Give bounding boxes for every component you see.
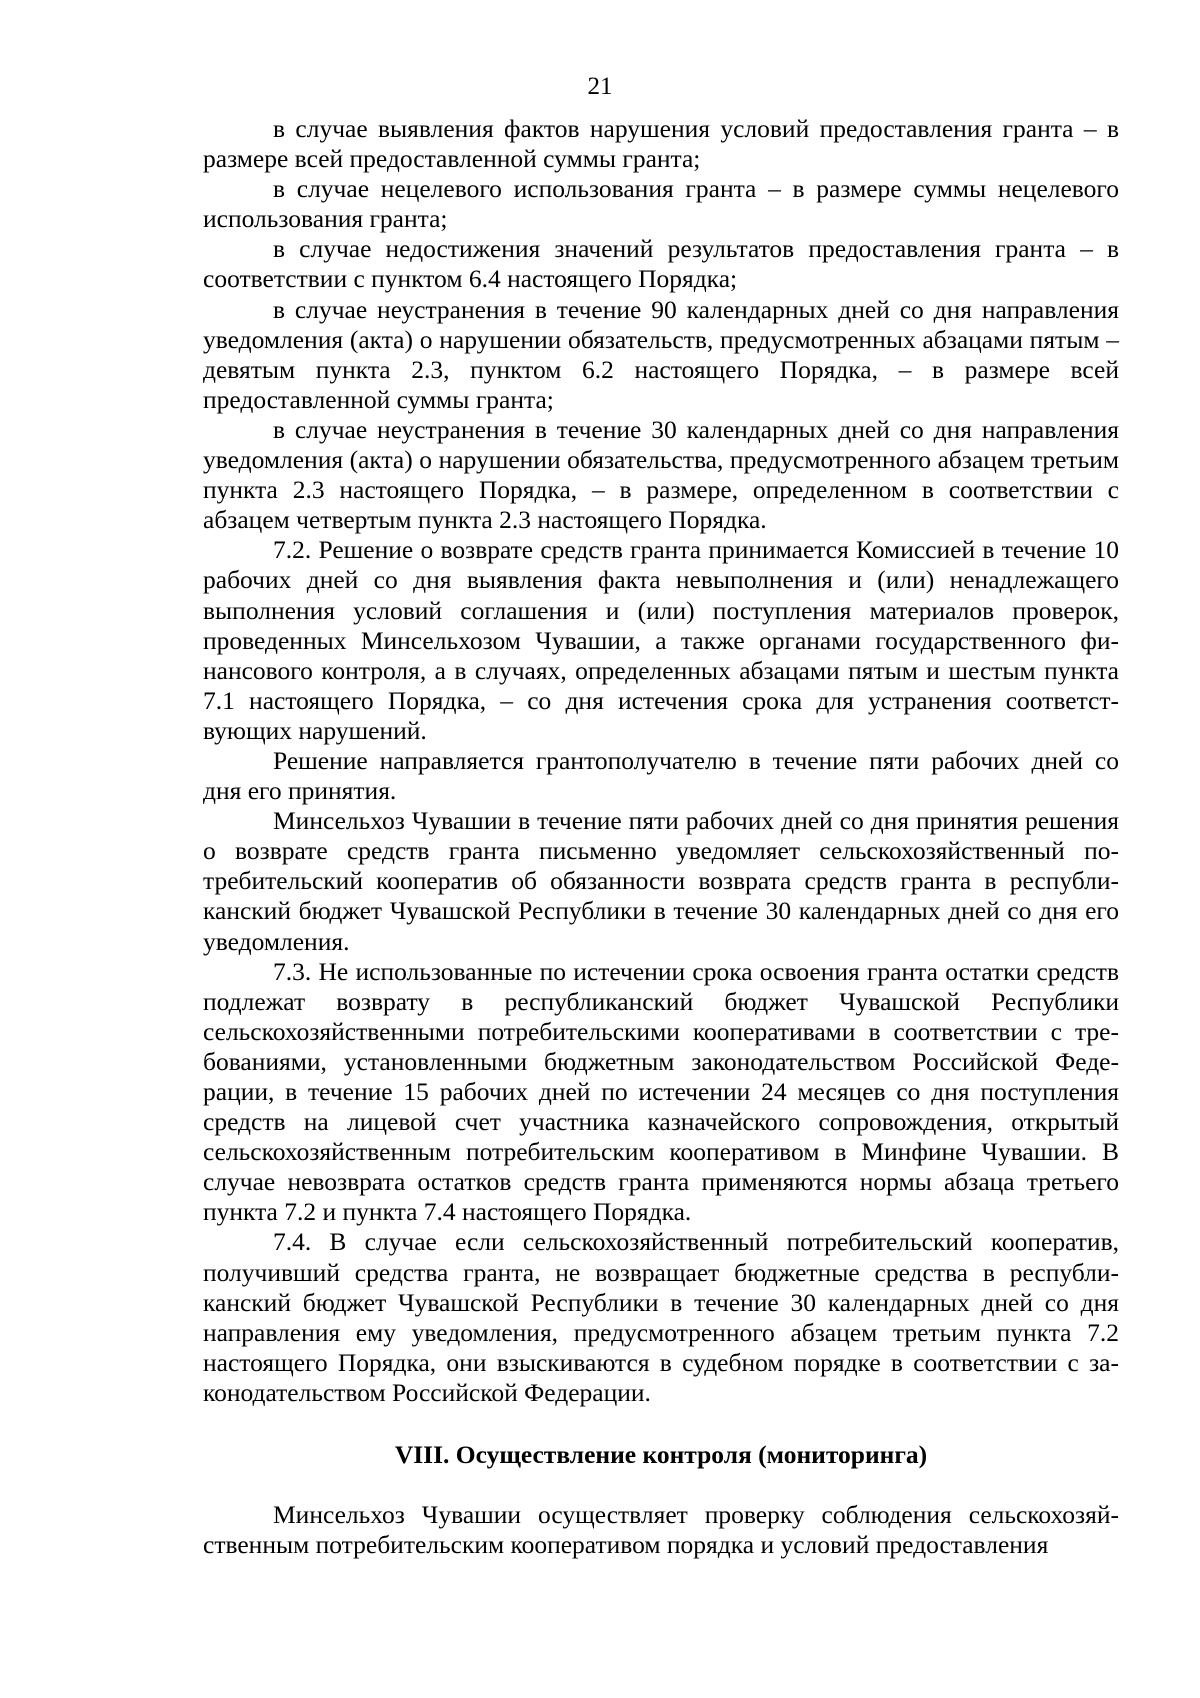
paragraph: в случае выявления фактов нарушения условий предоставления гранта – в размере всей предоставленной суммы гранта; — [203, 114, 1119, 174]
paragraph: 7.2. Решение о возврате средств гранта принимается Комиссией в течение 10 рабочих дней со дня выявления факта невыполнения и (или) ненадлежащего выполнения условий соглашения и (или) поступления материалов проверок, проведенных Минсельхозом Чувашии, а также органами государственного финансового контроля, а в случаях, определенных абзацами пятым и шестым пункта 7.1 настоящего Порядка, – со дня истечения срока для устранения соответствующих нарушений. — [203, 535, 1119, 745]
paragraph: в случае нецелевого использования гранта – в размере суммы нецелевого использования гранта; — [203, 174, 1119, 234]
section-heading: VIII. Осуществление контроля (мониторинга) — [394, 1440, 928, 1470]
document-body — [203, 114, 1119, 1560]
paragraph: в случае неустранения в течение 30 календарных дней со дня направления уведомления (акта) о нарушении обязательства, предусмотренного абзацем третьим пункта 2.3 настоящего Порядка, – в размере, определенном в соответствии с абзацем четвертым пункта 2.3 настоящего Порядка. — [203, 414, 1119, 535]
paragraph: 7.3. Не использованные по истечении срока освоения гранта остатки средств подлежат возврату в республиканский бюджет Чувашской Республики сельскохозяйственными потребительскими кооперативами в соответствии с требованиями, установленными бюджетным законодательством Российской Федерации, в течение 15 рабочих дней по истечении 24 месяцев со дня поступления средств на лицевой счет участника казначейского сопровождения, открытый сельскохозяйственным потребительским кооперативом в Минфине Чувашии. В случае невозврата остатков средств гранта применяются нормы абзаца третьего пункта 7.2 и пункта 7.4 настоящего Порядка. — [203, 956, 1119, 1227]
paragraph: в случае недостижения значений результатов предоставления гранта – в соответствии с пунктом 6.4 настоящего Порядка; — [203, 234, 1119, 294]
page-number: 21 — [587, 73, 613, 100]
paragraph: Минсельхоз Чувашии осуществляет проверку соблюдения сельскохозяйственным потребительским кооперативом порядка и условий предоставления — [203, 1500, 1119, 1560]
paragraph: в случае неустранения в течение 90 календарных дней со дня направления уведомления (акта) о нарушении обязательств, предусмотренных абзацами пятым – девятым пункта 2.3, пунктом 6.2 настоящего Порядка, – в размере всей предоставленной суммы гранта; — [203, 294, 1119, 414]
paragraph: Решение направляется грантополучателю в течение пяти рабочих дней со дня его принятия. — [203, 745, 1119, 806]
paragraph: Минсельхоз Чувашии в течение пяти рабочих дней со дня принятия решения о возврате средств гранта письменно уведомляет сельскохозяйственный потребительский кооператив об обязанности возврата средств гранта в республиканский бюджет Чувашской Республики в течение 30 календарных дней со дня его уведомления. — [203, 806, 1119, 956]
paragraph: 7.4. В случае если сельскохозяйственный потребительский кооператив, получивший средства гранта, не возвращает бюджетные средства в республиканский бюджет Чувашской Республики в течение 30 календарных дней со дня направления ему уведомления, предусмотренного абзацем третьим пункта 7.2 настоящего Порядка, они взыскиваются в судебном порядке в соответствии с законодательством Российской Федерации. — [203, 1227, 1119, 1407]
